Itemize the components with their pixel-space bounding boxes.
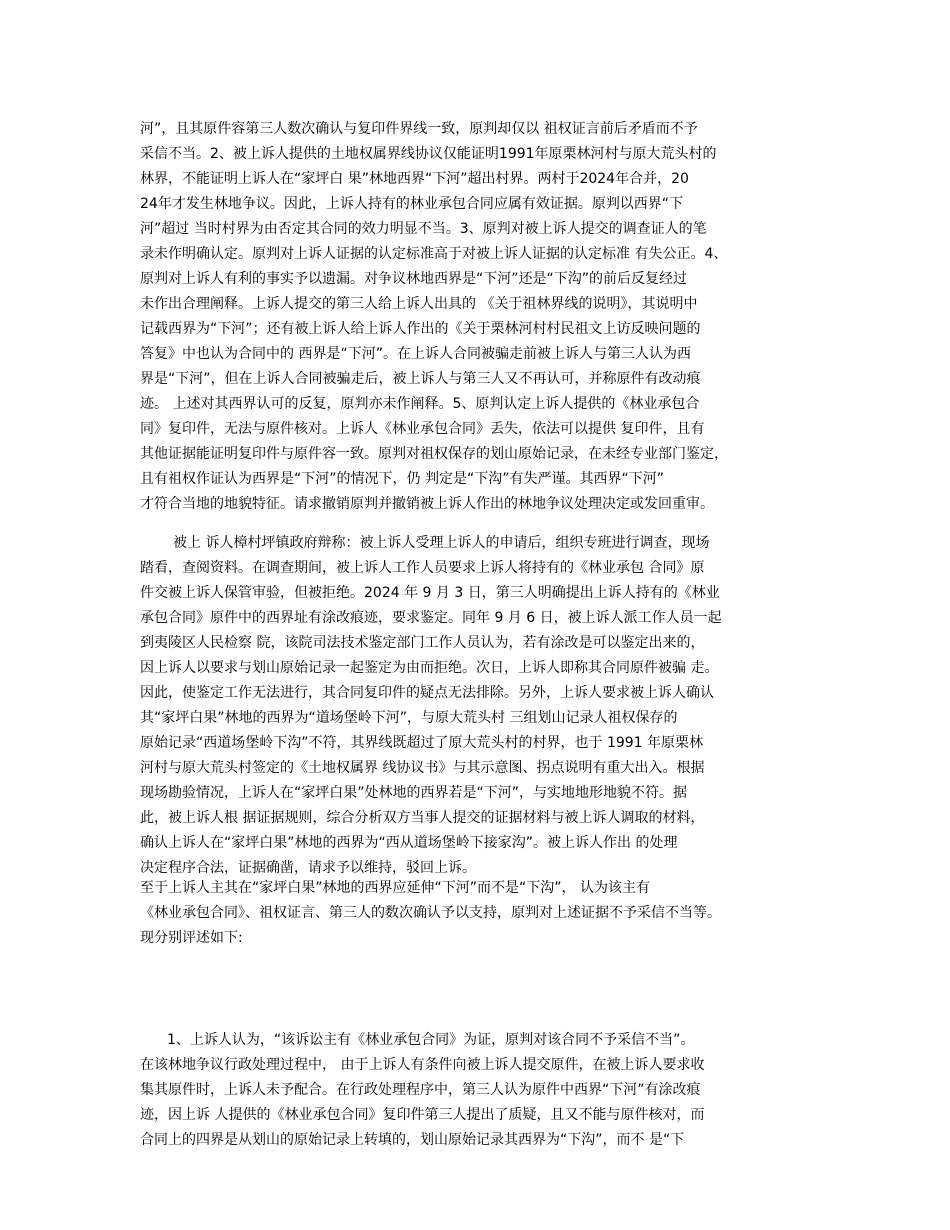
text-line: 原判对上诉人有利的事实予以遗漏。对争议林地西界是“下河”还是“下沟”的前后反复经过	[140, 271, 688, 287]
text-line: 其他证据能证明复印件与原件容一致。原判对祖权保存的划山原始记录，在未经专业部门鉴定，	[140, 446, 728, 462]
text-line: 因此，使鉴定工作无法进行，其合同复印件的疑点无法排除。另外，上诉人要求被上诉人确认	[140, 685, 714, 701]
paragraph-appeal-reasons	[140, 117, 812, 517]
text-line: 24年才发生林地争议。因此，上诉人持有的林业承包合同应属有效证据。原判以西界“下	[140, 196, 684, 212]
text-line: 林界，不能证明上诉人在“家坪白 果”林地西界“下河”超出村界。两村于2024年合并，20	[140, 171, 689, 187]
text-line: 《林业承包合同》、祖权证言、第三人的数次确认予以支持，原判对上述证据不予采信不当等。	[140, 905, 721, 921]
text-line: 同》复印件，无法与原件核对。上诉人《林业承包合同》丢失，依法可以提供 复印件，且有	[140, 421, 705, 437]
text-line: 到夷陵区人民检察 院，该院司法技术鉴定部门工作人员认为，若有涂改是可以鉴定出来的，	[140, 635, 705, 651]
paragraph-defense	[140, 531, 812, 881]
text-line: 踏看，查阅资料。在调查期间，被上诉人工作人员要求上诉人将持有的《林业承包 合同》原	[140, 560, 705, 576]
text-line: 现场勘验情况，上诉人在“家坪白果”处林地的西界若是“下河”，与实地地形地貌不符。据	[140, 785, 688, 801]
paragraph-review-point-1	[140, 1028, 812, 1153]
text-line: 集其原件时，上诉人未予配合。在行政处理程序中，第三人认为原件中西界“下河”有涂改痕	[140, 1082, 701, 1098]
text-line: 迹，因上诉 人提供的《林业承包合同》复印件第三人提出了质疑，且又不能与原件核对，而	[140, 1107, 705, 1123]
text-line: 界是“下河”，但在上诉人合同被骗走后，被上诉人与第三人又不再认可，并称原件有改动痕	[140, 371, 701, 387]
text-line: 录未作明确认定。原判对上诉人证据的认定标准高于对被上诉人证据的认定标准 有失公正。4、	[140, 246, 728, 262]
text-line: 件交被上诉人保管审验，但被拒绝。2024 年 9 月 3 日，第三人明确提出上诉人持有的《林业	[140, 585, 720, 601]
text-line: 因上诉人以要求与划山原始记录一起鉴定为由而拒绝。次日，上诉人即称其合同原件被骗 走。	[140, 660, 719, 676]
text-line: 才符合当地的地貌特征。请求撤销原判并撤销被上诉人作出的林地争议处理决定或发回重审。	[140, 496, 714, 512]
text-line: 记载西界为“下河”；还有被上诉人给上诉人作出的《关于栗林河村村民祖文上访反映问题的	[140, 321, 701, 337]
text-line: 其“家坪白果”林地的西界为“道场堡岭下河”，与原大荒头村 三组划山记录人祖权保存的	[140, 710, 678, 726]
text-line: 确认上诉人在“家坪白果”林地的西界为“西从道场堡岭下接家沟”。被上诉人作出 的处理	[140, 835, 678, 851]
paragraph-summary	[140, 876, 812, 951]
text-line: 在该林地争议行政处理过程中， 由于上诉人有条件向被上诉人提交原件，在被上诉人要求收	[140, 1057, 705, 1073]
text-line: 河村与原大荒头村签定的《土地权属界 线协议书》与其示意图、拐点说明有重大出入。根据	[140, 760, 705, 776]
text-line: 未作出合理阐释。上诉人提交的第三人给上诉人出具的 《关于祖林界线的说明》，其说明中	[140, 296, 698, 312]
text-line: 且有祖权作证认为西界是“下河”的情况下，仍 判定是“下沟”有失严谨。其西界“下河”	[140, 471, 664, 487]
text-line: 现分别评述如下:	[140, 930, 243, 946]
text-line: 合同上的四界是从划山的原始记录上转填的，划山原始记录其西界为“下沟”，而不 是“下	[140, 1132, 685, 1148]
text-line: 决定程序合法，证据确凿，请求予以维持，驳回上诉。	[140, 860, 476, 876]
text-line: 原始记录“西道场堡岭下沟”不符，其界线既超过了原大荒头村的村界，也于 1991 年原栗林	[140, 735, 704, 751]
text-line: 1、上诉人认为，“该诉讼主有《林业承包合同》为证，原判对该合同不予采信不当”。	[167, 1032, 695, 1048]
text-line: 河”，且其原件容第三人数次确认与复印件界线一致，原判却仅以 祖权证言前后矛盾而不予	[140, 121, 698, 137]
text-line: 此，被上诉人根 据证据规则，综合分析双方当事人提交的证据材料与被上诉人调取的材料，	[140, 810, 705, 826]
text-line: 迹。 上述对其西界认可的反复，原判亦未作阐释。5、原判认定上诉人提供的《林业承包合	[140, 396, 700, 412]
text-line: 被上 诉人樟村坪镇政府辩称：被上诉人受理上诉人的申请后，组织专班进行调查，现场	[173, 535, 710, 551]
text-line: 采信不当。2、被上诉人提供的土地权属界线协议仅能证明1991年原栗林河村与原大荒头村的	[140, 146, 717, 162]
text-line: 至于上诉人主其在“家坪白果”林地的西界应延伸“下河”而不是“下沟”， 认为该主有	[140, 880, 650, 896]
text-line: 承包合同》原件中的西界址有涂改痕迹，要求鉴定。同年 9 月 6 日，被上诉人派工作人员一起	[140, 610, 722, 626]
text-line: 河”超过 当时村界为由否定其合同的效力明显不当。3、原判对被上诉人提交的调查证人的笔	[140, 221, 707, 237]
text-line: 答复》中也认为合同中的 西界是“下河”。在上诉人合同被骗走前被上诉人与第三人认为西	[140, 346, 691, 362]
